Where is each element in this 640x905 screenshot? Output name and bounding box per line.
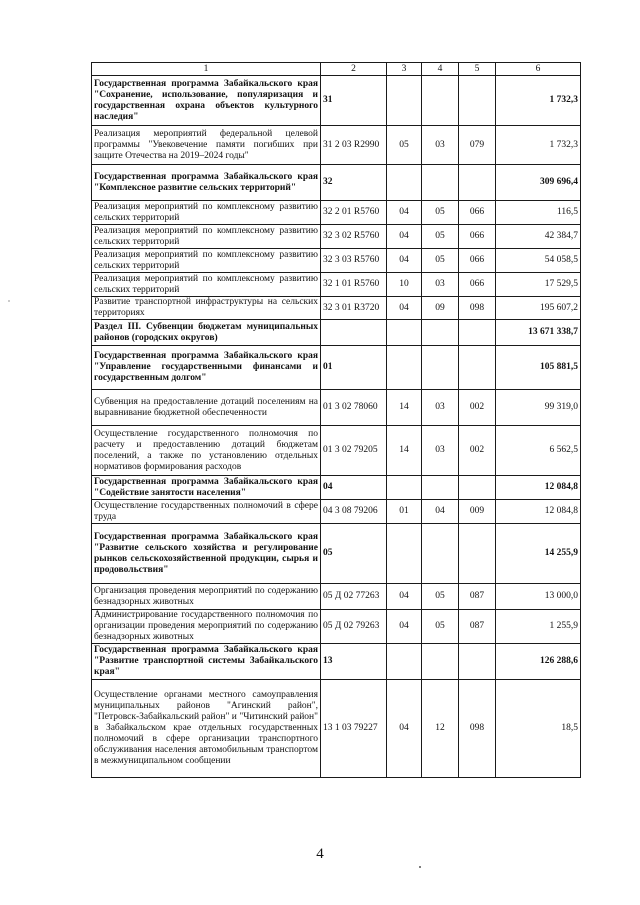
row-section: 10: [387, 273, 422, 297]
header-col-4: 4: [422, 63, 459, 76]
row-subsection: 05: [422, 201, 459, 225]
row-subsection: [422, 320, 459, 346]
row-name: Государственная программа Забайкальского края "Развитие транспортной системы Забайкальского края": [92, 644, 321, 680]
row-amount: 116,5: [496, 201, 581, 225]
row-amount: 13 671 338,7: [496, 320, 581, 346]
row-amount: 1 732,3: [496, 76, 581, 126]
row-subsection: 05: [422, 249, 459, 273]
row-expense-type: [459, 476, 496, 500]
row-amount: 54 058,5: [496, 249, 581, 273]
table-row: [92, 584, 581, 610]
table-row: [92, 524, 581, 584]
row-expense-type: 066: [459, 273, 496, 297]
row-amount: 13 000,0: [496, 584, 581, 610]
table-row: [92, 476, 581, 500]
row-amount: 105 881,5: [496, 346, 581, 390]
table-row: [92, 201, 581, 225]
row-code: 05 Д 02 79263: [321, 610, 387, 644]
row-amount: 99 319,0: [496, 390, 581, 426]
row-subsection: [422, 165, 459, 201]
header-col-3: 3: [387, 63, 422, 76]
row-subsection: 05: [422, 225, 459, 249]
row-name: Осуществление государственного полномочия по расчету и предоставлению дотаций бюджетам поселений, а также по установлению отдельных нормативов формирования расходов: [92, 426, 321, 476]
table-row: [92, 273, 581, 297]
row-name: Государственная программа Забайкальского края "Управление государственными финансами и государственным долгом": [92, 346, 321, 390]
row-code: 32 1 01 R5760: [321, 273, 387, 297]
row-code: [321, 320, 387, 346]
row-code: 31 2 03 R2990: [321, 126, 387, 165]
table-row: [92, 320, 581, 346]
row-section: 05: [387, 126, 422, 165]
row-name: Осуществление органами местного самоуправления муниципальных районов "Агинский район", "Петровск-Забайкальский район" и "Читинский район" в Забайкальском крае отдельных государственных полномочий в сфере организации транспортного обслуживания населения автомобильным транспортом в межмуниципальном сообщении: [92, 680, 321, 778]
row-expense-type: 087: [459, 610, 496, 644]
row-amount: 12 084,8: [496, 476, 581, 500]
table-row: [92, 249, 581, 273]
scan-speck: [419, 866, 421, 868]
row-section: [387, 524, 422, 584]
row-subsection: 12: [422, 680, 459, 778]
row-code: 32 2 01 R5760: [321, 201, 387, 225]
row-amount: 14 255,9: [496, 524, 581, 584]
row-name: Реализация мероприятий по комплексному развитию сельских территорий: [92, 273, 321, 297]
row-section: 04: [387, 680, 422, 778]
row-expense-type: 066: [459, 201, 496, 225]
row-subsection: 05: [422, 584, 459, 610]
table-row: [92, 644, 581, 680]
row-subsection: 03: [422, 426, 459, 476]
row-name: Администрирование государственного полномочия по организации проведения мероприятий по содержанию безнадзорных животных: [92, 610, 321, 644]
row-expense-type: 066: [459, 225, 496, 249]
row-section: 14: [387, 426, 422, 476]
row-expense-type: 079: [459, 126, 496, 165]
row-subsection: 04: [422, 500, 459, 524]
row-expense-type: 098: [459, 680, 496, 778]
row-expense-type: [459, 165, 496, 201]
row-subsection: 09: [422, 297, 459, 320]
row-section: [387, 476, 422, 500]
row-name: Субвенция на предоставление дотаций поселениям на выравнивание бюджетной обеспеченности: [92, 390, 321, 426]
row-amount: 309 696,4: [496, 165, 581, 201]
row-code: 01 3 02 78060: [321, 390, 387, 426]
header-row: [92, 63, 581, 76]
table-row: [92, 390, 581, 426]
row-section: [387, 76, 422, 126]
row-section: [387, 165, 422, 201]
row-section: 04: [387, 610, 422, 644]
row-section: 04: [387, 201, 422, 225]
row-name: Государственная программа Забайкальского края "Содействие занятости населения": [92, 476, 321, 500]
row-code: 01: [321, 346, 387, 390]
row-name: Осуществление государственных полномочий в сфере труда: [92, 500, 321, 524]
page-number: 4: [316, 846, 324, 862]
row-subsection: 03: [422, 126, 459, 165]
row-name: Государственная программа Забайкальского края "Развитие сельского хозяйства и регулирование рынков сельскохозяйственной продукции, сырья и продовольствия": [92, 524, 321, 584]
row-expense-type: [459, 346, 496, 390]
row-section: 14: [387, 390, 422, 426]
row-section: [387, 346, 422, 390]
row-code: 05: [321, 524, 387, 584]
header-col-2: 2: [321, 63, 387, 76]
row-name: Реализация мероприятий федеральной целевой программы "Увековечение памяти погибших при защите Отечества на 2019–2024 годы": [92, 126, 321, 165]
row-expense-type: 098: [459, 297, 496, 320]
row-code: 32 3 03 R5760: [321, 249, 387, 273]
row-expense-type: [459, 644, 496, 680]
row-expense-type: [459, 524, 496, 584]
row-code: 31: [321, 76, 387, 126]
row-name: Организация проведения мероприятий по содержанию безнадзорных животных: [92, 584, 321, 610]
header-col-5: 5: [459, 63, 496, 76]
row-amount: 42 384,7: [496, 225, 581, 249]
row-section: 01: [387, 500, 422, 524]
header-col-6: 6: [496, 63, 581, 76]
row-subsection: [422, 644, 459, 680]
row-section: [387, 320, 422, 346]
row-name: Государственная программа Забайкальского края "Комплексное развитие сельских территорий": [92, 165, 321, 201]
row-code: 05 Д 02 77263: [321, 584, 387, 610]
row-name: Раздел III. Субвенции бюджетам муниципальных районов (городских округов): [92, 320, 321, 346]
scan-speck: [8, 300, 10, 302]
table-body: [92, 76, 581, 778]
row-expense-type: 002: [459, 426, 496, 476]
row-name: Развитие транспортной инфраструктуры на сельских территориях: [92, 297, 321, 320]
row-subsection: 03: [422, 273, 459, 297]
row-subsection: [422, 76, 459, 126]
table-row: [92, 500, 581, 524]
budget-table: [91, 62, 581, 778]
table-row: [92, 126, 581, 165]
row-amount: 1 255,9: [496, 610, 581, 644]
row-section: 04: [387, 249, 422, 273]
row-section: 04: [387, 584, 422, 610]
row-expense-type: 002: [459, 390, 496, 426]
table-row: [92, 297, 581, 320]
row-expense-type: 066: [459, 249, 496, 273]
row-expense-type: 087: [459, 584, 496, 610]
row-name: Реализация мероприятий по комплексному развитию сельских территорий: [92, 225, 321, 249]
table-row: [92, 76, 581, 126]
row-expense-type: [459, 76, 496, 126]
row-amount: 6 562,5: [496, 426, 581, 476]
table-row: [92, 165, 581, 201]
row-subsection: 03: [422, 390, 459, 426]
row-expense-type: 009: [459, 500, 496, 524]
row-section: 04: [387, 225, 422, 249]
row-code: 32: [321, 165, 387, 201]
table-row: [92, 225, 581, 249]
row-amount: 1 732,3: [496, 126, 581, 165]
row-code: 13 1 03 79227: [321, 680, 387, 778]
row-code: 01 3 02 79205: [321, 426, 387, 476]
row-amount: 12 084,8: [496, 500, 581, 524]
row-name: Государственная программа Забайкальского края "Сохранение, использование, популяризация и государственная охрана объектов культурного наследия": [92, 76, 321, 126]
row-code: 32 3 01 R3720: [321, 297, 387, 320]
row-section: 04: [387, 297, 422, 320]
row-amount: 126 288,6: [496, 644, 581, 680]
header-col-1: 1: [92, 63, 321, 76]
row-subsection: [422, 346, 459, 390]
row-amount: 18,5: [496, 680, 581, 778]
row-code: 32 3 02 R5760: [321, 225, 387, 249]
table-row: [92, 680, 581, 778]
row-code: 04 3 08 79206: [321, 500, 387, 524]
row-name: Реализация мероприятий по комплексному развитию сельских территорий: [92, 201, 321, 225]
row-subsection: [422, 524, 459, 584]
row-amount: 195 607,2: [496, 297, 581, 320]
row-subsection: 05: [422, 610, 459, 644]
table-row: [92, 346, 581, 390]
row-code: 13: [321, 644, 387, 680]
row-section: [387, 644, 422, 680]
table-row: [92, 610, 581, 644]
row-code: 04: [321, 476, 387, 500]
row-subsection: [422, 476, 459, 500]
row-amount: 17 529,5: [496, 273, 581, 297]
row-name: Реализация мероприятий по комплексному развитию сельских территорий: [92, 249, 321, 273]
row-expense-type: [459, 320, 496, 346]
table-row: [92, 426, 581, 476]
